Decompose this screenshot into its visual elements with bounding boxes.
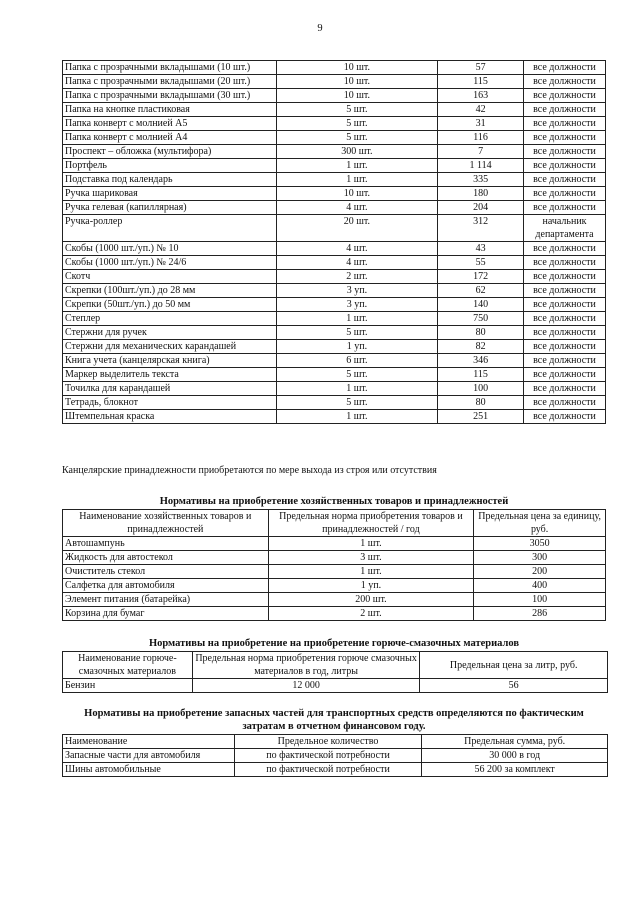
table-cell: 2 шт. bbox=[276, 270, 438, 284]
table-cell: 62 bbox=[438, 284, 524, 298]
table-cell: 10 шт. bbox=[276, 187, 438, 201]
table-row bbox=[63, 593, 606, 607]
table-row bbox=[63, 551, 606, 565]
table-cell: 1 шт. bbox=[268, 565, 474, 579]
table-cell: все должности bbox=[524, 410, 606, 424]
table-cell: все должности bbox=[524, 89, 606, 103]
table-cell: 4 шт. bbox=[276, 242, 438, 256]
table-row bbox=[63, 187, 606, 201]
table-cell: 82 bbox=[438, 340, 524, 354]
table-cell: Папка конверт с молнией А4 bbox=[63, 131, 277, 145]
supplies-table bbox=[62, 60, 606, 424]
table-row bbox=[63, 410, 606, 424]
table-cell: Папка конверт с молнией А5 bbox=[63, 117, 277, 131]
table-row bbox=[63, 201, 606, 215]
table-cell: все должности bbox=[524, 368, 606, 382]
table-cell: 1 шт. bbox=[276, 173, 438, 187]
table-cell: 10 шт. bbox=[276, 61, 438, 75]
table-cell: 12 000 bbox=[192, 679, 420, 693]
table-cell: 1 шт. bbox=[276, 312, 438, 326]
table-row bbox=[63, 340, 606, 354]
table-cell: все должности bbox=[524, 159, 606, 173]
table-cell: 57 bbox=[438, 61, 524, 75]
table-cell: Маркер выделитель текста bbox=[63, 368, 277, 382]
table-cell: 4 шт. bbox=[276, 256, 438, 270]
table-row bbox=[63, 749, 608, 763]
table-cell: 300 шт. bbox=[276, 145, 438, 159]
table-cell: Автошампунь bbox=[63, 537, 269, 551]
table-cell: 400 bbox=[474, 579, 606, 593]
table-row bbox=[63, 312, 606, 326]
table-cell: все должности bbox=[524, 187, 606, 201]
table-cell: все должности bbox=[524, 103, 606, 117]
table-cell: 1 шт. bbox=[268, 537, 474, 551]
table-cell: 200 bbox=[474, 565, 606, 579]
table-cell: Степлер bbox=[63, 312, 277, 326]
table-cell: 116 bbox=[438, 131, 524, 145]
table-cell: Проспект – обложка (мультифора) bbox=[63, 145, 277, 159]
table-cell: Портфель bbox=[63, 159, 277, 173]
table-cell: 4 шт. bbox=[276, 201, 438, 215]
table-cell: все должности bbox=[524, 340, 606, 354]
table-cell: 1 шт. bbox=[276, 410, 438, 424]
table-cell: Скрепки (100шт./уп.) до 28 мм bbox=[63, 284, 277, 298]
table-cell: 7 bbox=[438, 145, 524, 159]
table-cell: Скобы (1000 шт./уп.) № 10 bbox=[63, 242, 277, 256]
table-cell: Салфетка для автомобиля bbox=[63, 579, 269, 593]
table-cell: 1 шт. bbox=[276, 159, 438, 173]
table-row bbox=[63, 284, 606, 298]
table-cell: все должности bbox=[524, 284, 606, 298]
table-row bbox=[63, 270, 606, 284]
table-cell: Ручка шариковая bbox=[63, 187, 277, 201]
table-cell: Стержни для механических карандашей bbox=[63, 340, 277, 354]
table-cell: 100 bbox=[474, 593, 606, 607]
table-cell: все должности bbox=[524, 242, 606, 256]
table-row bbox=[63, 256, 606, 270]
table-cell: 1 уп. bbox=[268, 579, 474, 593]
table-row bbox=[63, 607, 606, 621]
household-header-price: Предельная цена за единицу, руб. bbox=[474, 510, 606, 537]
table-cell: 56 bbox=[420, 679, 608, 693]
table-cell: все должности bbox=[524, 396, 606, 410]
table-cell: 300 bbox=[474, 551, 606, 565]
table-cell: все должности bbox=[524, 201, 606, 215]
table-row bbox=[63, 215, 606, 242]
table-cell: Подставка под календарь bbox=[63, 173, 277, 187]
table-cell: 163 bbox=[438, 89, 524, 103]
table-cell: 5 шт. bbox=[276, 103, 438, 117]
table-cell: 1 шт. bbox=[276, 382, 438, 396]
table-cell: 172 bbox=[438, 270, 524, 284]
table-cell: Штемпельная краска bbox=[63, 410, 277, 424]
table-cell: все должности bbox=[524, 382, 606, 396]
table-cell: 42 bbox=[438, 103, 524, 117]
table-cell: Папка на кнопке пластиковая bbox=[63, 103, 277, 117]
table-row bbox=[63, 763, 608, 777]
table-cell: Корзина для бумаг bbox=[63, 607, 269, 621]
table-cell: Бензин bbox=[63, 679, 193, 693]
table-cell: все должности bbox=[524, 256, 606, 270]
parts-header-name: Наименование bbox=[63, 735, 235, 749]
table-cell: 5 шт. bbox=[276, 368, 438, 382]
table-cell: 180 bbox=[438, 187, 524, 201]
table-cell: 80 bbox=[438, 326, 524, 340]
table-row bbox=[63, 242, 606, 256]
table-cell: 31 bbox=[438, 117, 524, 131]
table-cell: 750 bbox=[438, 312, 524, 326]
table-cell: все должности bbox=[524, 117, 606, 131]
table-cell: все должности bbox=[524, 298, 606, 312]
fuel-header-name: Наименование горюче-смазочных материалов bbox=[63, 652, 193, 679]
table-cell: Тетрадь, блокнот bbox=[63, 396, 277, 410]
table-cell: 140 bbox=[438, 298, 524, 312]
table-cell: 286 bbox=[474, 607, 606, 621]
household-title: Нормативы на приобретение хозяйственных товаров и принадлежностей bbox=[159, 496, 509, 507]
table-cell: 3 уп. bbox=[276, 284, 438, 298]
table-row bbox=[63, 537, 606, 551]
table-cell: Папка с прозрачными вкладышами (30 шт.) bbox=[63, 89, 277, 103]
fuel-title: Нормативы на приобретение на приобретение горюче-смазочных материалов bbox=[148, 638, 520, 649]
table-cell: 5 шт. bbox=[276, 396, 438, 410]
table-cell: Шины автомобильные bbox=[63, 763, 235, 777]
table-row bbox=[63, 298, 606, 312]
table-cell: все должности bbox=[524, 131, 606, 145]
table-cell: 3 уп. bbox=[276, 298, 438, 312]
table-row bbox=[63, 173, 606, 187]
table-cell: 80 bbox=[438, 396, 524, 410]
table-cell: все должности bbox=[524, 145, 606, 159]
table-cell: все должности bbox=[524, 75, 606, 89]
table-cell: 5 шт. bbox=[276, 117, 438, 131]
table-cell: 3050 bbox=[474, 537, 606, 551]
table-cell: 100 bbox=[438, 382, 524, 396]
fuel-header-norm: Предельная норма приобретения горюче смазочных материалов в год, литры bbox=[192, 652, 420, 679]
parts-title: Нормативы на приобретение запасных частей для транспортных средств определяются по фактическим затратам в отчетном финансовом году. bbox=[84, 708, 584, 732]
table-cell: 1 114 bbox=[438, 159, 524, 173]
table-cell: 5 шт. bbox=[276, 326, 438, 340]
table-cell: Папка с прозрачными вкладышами (20 шт.) bbox=[63, 75, 277, 89]
table-cell: 335 bbox=[438, 173, 524, 187]
table-cell: 312 bbox=[438, 215, 524, 242]
table-row bbox=[63, 382, 606, 396]
parts-header-qty: Предельное количество bbox=[234, 735, 422, 749]
table-cell: все должности bbox=[524, 173, 606, 187]
table-cell: Жидкость для автостекол bbox=[63, 551, 269, 565]
household-header-name: Наименование хозяйственных товаров и принадлежностей bbox=[63, 510, 269, 537]
table-cell: Запасные части для автомобиля bbox=[63, 749, 235, 763]
table-cell: все должности bbox=[524, 61, 606, 75]
table-row bbox=[63, 159, 606, 173]
table-cell: 10 шт. bbox=[276, 75, 438, 89]
fuel-table bbox=[62, 651, 608, 693]
table-row bbox=[63, 61, 606, 75]
table-cell: Точилка для карандашей bbox=[63, 382, 277, 396]
table-cell: 10 шт. bbox=[276, 89, 438, 103]
table-row bbox=[63, 354, 606, 368]
table-cell: Скрепки (50шт./уп.) до 50 мм bbox=[63, 298, 277, 312]
table-cell: 251 bbox=[438, 410, 524, 424]
table-cell: 30 000 в год bbox=[422, 749, 608, 763]
table-row bbox=[63, 579, 606, 593]
table-row bbox=[63, 103, 606, 117]
table-cell: Элемент питания (батарейка) bbox=[63, 593, 269, 607]
table-cell: 6 шт. bbox=[276, 354, 438, 368]
table-cell: 20 шт. bbox=[276, 215, 438, 242]
table-cell: 2 шт. bbox=[268, 607, 474, 621]
table-cell: по фактической потребности bbox=[234, 763, 422, 777]
table-cell: 204 bbox=[438, 201, 524, 215]
table-cell: начальник департамента bbox=[524, 215, 606, 242]
table-cell: 5 шт. bbox=[276, 131, 438, 145]
table-cell: 55 bbox=[438, 256, 524, 270]
table-row bbox=[63, 75, 606, 89]
household-header-norm: Предельная норма приобретения товаров и принадлежностей / год bbox=[268, 510, 474, 537]
table-cell: Стержни для ручек bbox=[63, 326, 277, 340]
table-row bbox=[63, 117, 606, 131]
table-row bbox=[63, 679, 608, 693]
table-cell: 115 bbox=[438, 368, 524, 382]
table-cell: 115 bbox=[438, 75, 524, 89]
table-cell: Ручка-роллер bbox=[63, 215, 277, 242]
table-cell: все должности bbox=[524, 270, 606, 284]
table-cell: Папка с прозрачными вкладышами (10 шт.) bbox=[63, 61, 277, 75]
table-row bbox=[63, 326, 606, 340]
parts-table bbox=[62, 734, 608, 777]
table-row bbox=[63, 565, 606, 579]
table-cell: 346 bbox=[438, 354, 524, 368]
table-cell: все должности bbox=[524, 354, 606, 368]
table-cell: 56 200 за комплект bbox=[422, 763, 608, 777]
table-row bbox=[63, 131, 606, 145]
page-number: 9 bbox=[317, 23, 323, 34]
table-row bbox=[63, 368, 606, 382]
table-cell: Очиститель стекол bbox=[63, 565, 269, 579]
table-cell: по фактической потребности bbox=[234, 749, 422, 763]
household-table bbox=[62, 509, 606, 621]
table-cell: 3 шт. bbox=[268, 551, 474, 565]
table-row bbox=[63, 89, 606, 103]
table-cell: Скотч bbox=[63, 270, 277, 284]
table-row bbox=[63, 145, 606, 159]
table-cell: 1 уп. bbox=[276, 340, 438, 354]
table-row bbox=[63, 396, 606, 410]
table-cell: все должности bbox=[524, 312, 606, 326]
table-cell: Ручка гелевая (капиллярная) bbox=[63, 201, 277, 215]
table-cell: 43 bbox=[438, 242, 524, 256]
table-cell: 200 шт. bbox=[268, 593, 474, 607]
table-cell: Книга учета (канцелярская книга) bbox=[63, 354, 277, 368]
parts-header-sum: Предельная сумма, руб. bbox=[422, 735, 608, 749]
table-cell: Скобы (1000 шт./уп.) № 24/6 bbox=[63, 256, 277, 270]
supplies-note: Канцелярские принадлежности приобретаются по мере выхода из строя или отсутствия bbox=[62, 465, 437, 476]
fuel-header-price: Предельная цена за литр, руб. bbox=[420, 652, 608, 679]
table-cell: все должности bbox=[524, 326, 606, 340]
